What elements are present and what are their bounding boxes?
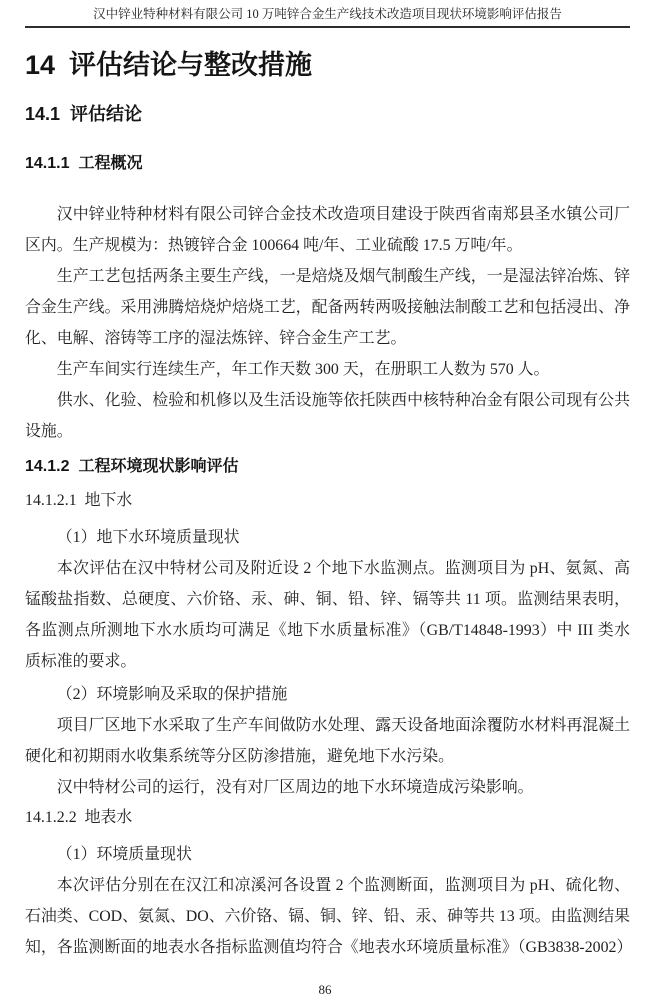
subsubsection-number: 14.1.2.2	[25, 809, 77, 826]
running-header-title: 汉中锌业特种材料有限公司 10 万吨锌合金生产线技术改造项目现状环境影响评估报告	[93, 7, 562, 21]
subsection-heading-overview	[25, 153, 630, 174]
groundwater-item2-title: （2）环境影响及采取的保护措施	[56, 686, 288, 703]
page-number: 86	[318, 982, 332, 997]
paragraph-production-process: 生产工艺包括两条主要生产线，一是焙烧及烟气制酸生产线，一是湿法锌冶炼、锌合金生产线。采用沸腾焙烧炉焙烧工艺，配备两转两吸接触法制酸工艺和包括浸出、净化、电解、溶铸等工序的湿法炼锌、锌合金生产工艺。	[25, 268, 630, 347]
groundwater-item1-text: 本次评估在汉中特材公司及附近设 2 个地下水监测点。监测项目为 pH、氨氮、高锰酸盐指数、总硬度、六价铬、汞、砷、铜、铅、锌、镉等共 11 项。监测结果表明，各监测点所测地下水水质均可满足《地下水质量标准》（GB/T14848-1993）中 III 类水质标准的要求。	[25, 560, 630, 670]
running-header	[25, 0, 630, 28]
subsubsection-title: 地表水	[84, 809, 133, 826]
subsection-number: 14.1.1	[25, 155, 70, 172]
subsection-title: 工程环境现状影响评估	[78, 458, 239, 475]
subsection-title: 工程概况	[78, 155, 143, 172]
subsubsection-heading-groundwater	[25, 488, 630, 514]
groundwater-item2-text: 项目厂区地下水采取了生产车间做防水处理、露天设备地面涂覆防水材料再混凝土硬化和初期雨水收集系统等分区防渗措施，避免地下水污染。	[25, 717, 630, 765]
surfacewater-item1-text: 本次评估分别在在汉江和凉溪河各设置 2 个监测断面，监测项目为 pH、硫化物、石油类、COD、氨氮、DO、六价铬、镉、铜、锌、铅、汞、砷等共 13 项。由监测结果知，各监测断面的地表水各指标监测值均符合《地表水环境质量标准》（GB3838-2002）	[25, 877, 633, 956]
chapter-heading	[25, 48, 630, 82]
section-heading	[25, 102, 630, 126]
paragraph-utilities: 供水、化验、检验和机修以及生活设施等依托陕西中核特种冶金有限公司现有公共设施。	[25, 392, 630, 440]
groundwater-item1-title: （1）地下水环境质量现状	[56, 529, 240, 546]
groundwater-conclusion: 汉中特材公司的运行，没有对厂区周边的地下水环境造成污染影响。	[56, 779, 534, 796]
subsection-heading-assessment	[25, 456, 630, 477]
subsubsection-number: 14.1.2.1	[25, 492, 77, 509]
surfacewater-item1-title: （1）环境质量现状	[56, 846, 192, 863]
chapter-title: 评估结论与整改措施	[69, 50, 313, 80]
subsection-number: 14.1.2	[25, 458, 70, 475]
paragraph-workforce: 生产车间实行连续生产，年工作天数 300 天，在册职工人数为 570 人。	[56, 361, 550, 378]
subsubsection-title: 地下水	[84, 492, 133, 509]
subsubsection-heading-surfacewater	[25, 805, 630, 831]
chapter-number: 14	[25, 50, 56, 80]
section-title: 评估结论	[70, 104, 143, 124]
paragraph-project-location: 汉中锌业特种材料有限公司锌合金技术改造项目建设于陕西省南郑县圣水镇公司厂区内。生产规模为：热镀锌合金 100664 吨/年、工业硫酸 17.5 万吨/年。	[25, 206, 630, 254]
section-number: 14.1	[25, 104, 61, 124]
